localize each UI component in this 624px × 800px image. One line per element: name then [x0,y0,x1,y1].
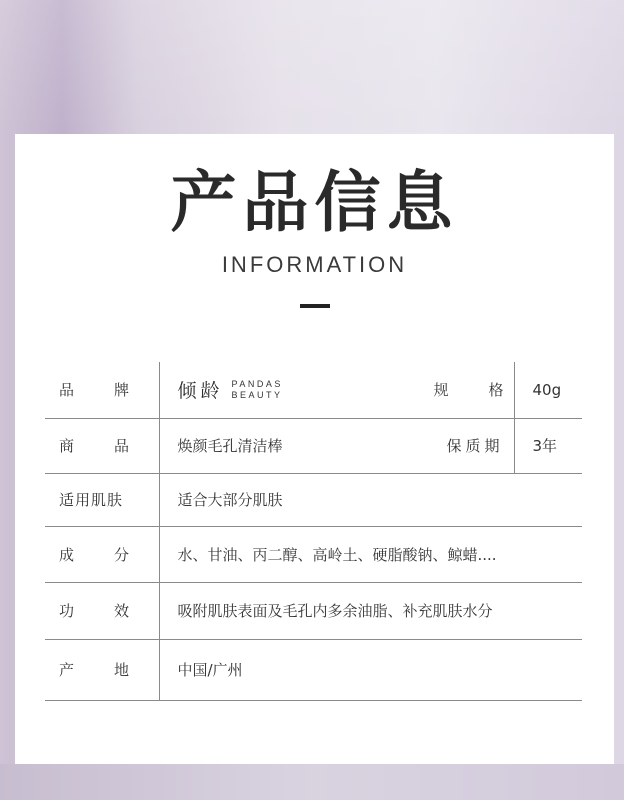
label-shelf-life: 保质期 [446,437,504,455]
product-info-table [45,362,582,701]
value-shelf-life: 3年 [514,418,582,473]
background-bottom [0,764,624,800]
brand-logo [178,376,378,403]
label-ingredients: 成 分 [59,545,129,564]
value-effect: 吸附肌肤表面及毛孔内多余油脂、补充肌肤水分 [159,582,582,639]
table-row-ingredients [45,526,582,582]
info-card [15,134,614,764]
label-origin: 产 地 [59,661,129,679]
table-row-origin [45,639,582,700]
brand-name-cn: 倾龄 [177,380,224,403]
value-brand [159,362,378,418]
label-product: 商 品 [59,437,129,455]
title-divider [300,304,330,308]
label-spec: 规 格 [433,381,504,400]
label-brand: 品 牌 [59,381,129,400]
table-row-skin [45,473,582,526]
brand-name-en: PANDAS BEAUTY [231,378,283,400]
label-skin: 适用肌肤 [59,491,124,509]
value-ingredients: 水、甘油、丙二醇、高岭土、硬脂酸钠、鲸蜡.... [159,526,582,582]
value-spec: 40g [514,362,582,418]
table-row-product [45,418,582,473]
table-row-brand [45,362,582,418]
label-effect: 功 效 [59,602,129,620]
value-skin: 适合大部分肌肤 [159,473,582,526]
page-subtitle: INFORMATION [221,252,408,277]
background-top [0,0,624,130]
table-row-effect [45,582,582,639]
value-origin: 中国/广州 [159,639,582,700]
value-product: 焕颜毛孔清洁棒 [159,418,378,473]
page-title: 产品信息 [170,164,459,241]
